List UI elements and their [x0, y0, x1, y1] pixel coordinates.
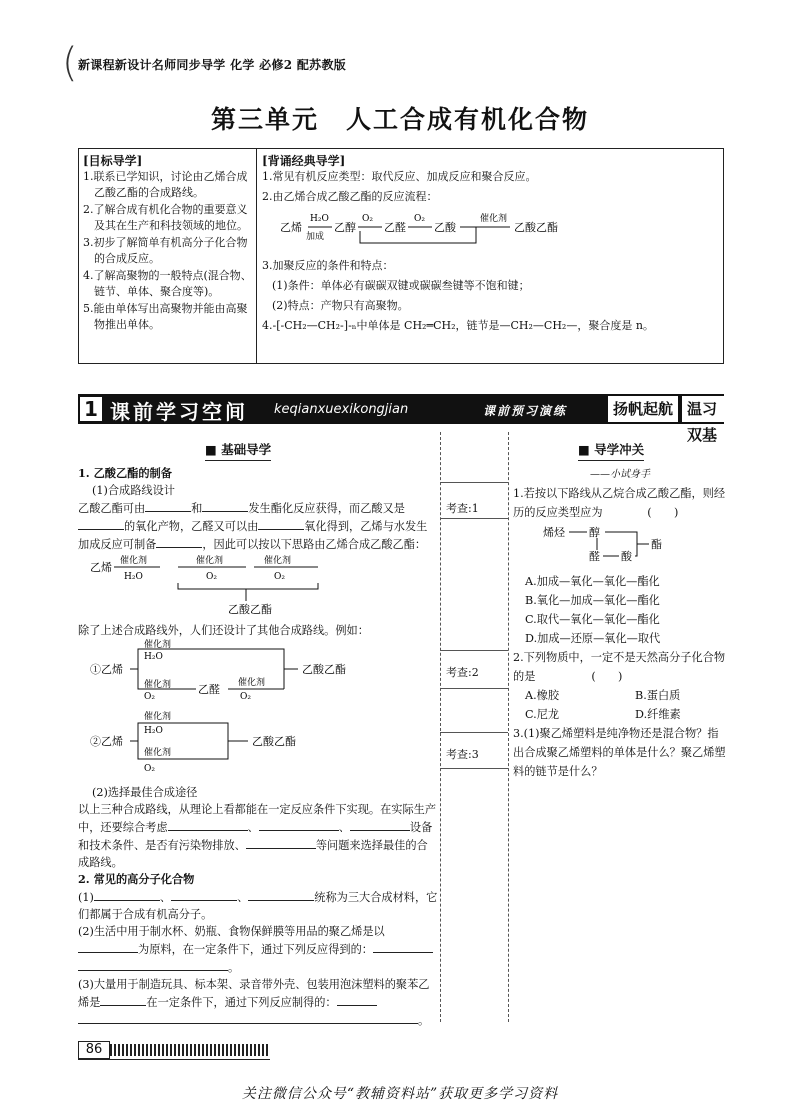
banner-pill-1: 扬帆起航	[608, 396, 678, 422]
svg-text:O₂: O₂	[240, 692, 251, 702]
column-separator	[440, 432, 441, 1022]
column-separator	[508, 432, 509, 1022]
svg-text:乙醛: 乙醛	[198, 683, 220, 696]
decorative-bracket: (	[62, 40, 78, 86]
objective-item: 1.联系已学知识，讨论由乙烯合成乙酸乙酯的合成路线。	[83, 170, 248, 199]
checkpoint-1: 考查:1	[446, 502, 479, 515]
banner-subtitle: 课前预习演练	[483, 404, 568, 418]
svg-text:催化剂: 催化剂	[144, 680, 172, 690]
flow-cond: H₂O	[310, 214, 329, 224]
svg-text:H₂O: H₂O	[124, 572, 143, 582]
svg-text:催化剂: 催化剂	[144, 640, 172, 650]
svg-text:O₂: O₂	[274, 572, 285, 582]
svg-text:O₂: O₂	[206, 572, 217, 582]
flow-node: 乙酸乙酯	[514, 221, 558, 234]
route-diagram	[78, 553, 438, 617]
guide-q3: 3.(1)聚乙烯塑料是纯净物还是混合物？指出合成聚乙烯塑料的单体是什么？聚乙烯塑料的链节是什么？	[513, 727, 726, 778]
classic-p1: 1.常见有机反应类型：取代反应、加成反应和聚合反应。	[262, 170, 537, 183]
guide-content	[513, 465, 727, 781]
svg-text:H₂O: H₂O	[144, 652, 163, 662]
svg-text:烯烃: 烯烃	[543, 526, 565, 539]
objective-item: 5.能由单体写出高聚物并能由高聚物推出单体。	[83, 302, 248, 331]
banner-pill-2: 温习双基	[682, 396, 724, 422]
svg-text:催化剂: 催化剂	[238, 678, 266, 688]
flow-node: 乙酸	[434, 221, 456, 234]
section-banner	[78, 394, 724, 444]
svg-text:催化剂: 催化剂	[144, 712, 172, 722]
basics-head: ■ 基础导学	[205, 440, 271, 461]
page-number: 86	[78, 1041, 110, 1059]
svg-text:①乙烯: ①乙烯	[90, 663, 123, 676]
classic-p3a: (1)条件：单体必有碳碳双键或碳碳叁键等不饱和键；	[272, 279, 530, 292]
svg-text:催化剂: 催化剂	[264, 556, 292, 566]
q1-option: D.加成—还原—氧化—取代	[525, 632, 661, 645]
svg-text:醇: 醇	[589, 526, 600, 539]
route-end: 乙酸乙酯	[228, 603, 272, 616]
objective-item: 2.了解合成有机化合物的重要意义及其在生产和科技领域的地位。	[83, 203, 248, 232]
guide-q2: 2.下列物质中，一定不是天然高分子化合物的是 ( )	[513, 651, 726, 683]
svg-text:催化剂: 催化剂	[144, 748, 172, 758]
flow-cond: 加成	[306, 232, 325, 242]
objectives-label: [目标导学]	[83, 154, 143, 168]
q1-flow-diagram	[513, 522, 713, 566]
q1-option: A.加成—氧化—氧化—酯化	[525, 575, 660, 588]
objectives-column	[83, 153, 255, 334]
basics-s1b: (2)选择最佳合成途径	[92, 786, 198, 799]
objective-item: 4.了解高聚物的一般特点(混合物、链节、单体、聚合度等)。	[83, 269, 252, 298]
svg-text:乙酸乙酯: 乙酸乙酯	[302, 663, 346, 676]
promo-text: 关注微信公众号“教辅资料站”获取更多学习资料	[241, 1086, 559, 1102]
basics-s1-paragraph: 乙酸乙酯可由 和 发生酯化反应获得，而乙酸又是的氧化产物，乙醛又可以由 氧化得到，乙烯与水发生加成反应可制备 ，因此可以按以下思路由乙烯合成乙酸乙酯：	[78, 499, 438, 553]
flow-node: 乙醇	[334, 221, 356, 234]
flow-node: 乙醛	[384, 221, 406, 234]
q2-option: D.纤维素	[635, 708, 681, 721]
flow-node: 乙烯	[280, 221, 302, 234]
objective-item: 3.初步了解简单有机高分子化合物的合成反应。	[83, 236, 248, 265]
q1-option: C.取代—氧化—氧化—酯化	[525, 613, 660, 626]
book-header: 新课程新设计名师同步导学 化学 必修2 配苏教版	[78, 58, 347, 72]
flow-cond: O₂	[414, 214, 425, 224]
banner-pinyin: keqianxuexikongjian	[274, 402, 409, 417]
checkpoint-2: 考查:2	[446, 666, 479, 679]
basics-s1: 1. 乙酸乙酯的制备	[78, 466, 172, 480]
route-start: 乙烯	[90, 561, 112, 574]
flow-cond: O₂	[362, 214, 373, 224]
svg-text:醛: 醛	[589, 550, 600, 563]
q2-option: A.橡胶	[525, 689, 560, 702]
classic-p4: 4.-[-CH₂—CH₂-]-ₙ中单体是 CH₂═CH₂，链节是—CH₂—CH₂—，聚合度是 n。	[262, 319, 654, 332]
guide-sub: ——小试身手	[590, 469, 650, 480]
svg-text:酯: 酯	[651, 538, 662, 551]
banner-title: 课前学习空间	[110, 400, 248, 424]
classic-column	[262, 153, 722, 338]
checkpoint-3: 考查:3	[446, 748, 479, 761]
svg-text:H₂O: H₂O	[144, 726, 163, 736]
alternate-routes-diagram	[78, 639, 438, 779]
svg-text:酸: 酸	[621, 550, 632, 563]
page-title: 第三单元 人工合成有机化合物	[210, 105, 589, 134]
footer-rule	[78, 1059, 270, 1060]
guide-q1: 1.若按以下路线从乙烷合成乙酸乙酯，则经历的反应类型应为 ( )	[513, 487, 726, 519]
svg-text:②乙烯: ②乙烯	[90, 735, 123, 748]
footer-decoration	[110, 1044, 270, 1056]
classic-p3b: (2)特点：产物只有高聚物。	[272, 299, 409, 312]
svg-text:催化剂: 催化剂	[196, 556, 224, 566]
svg-text:O₂: O₂	[144, 692, 155, 702]
q2-option: C.尼龙	[525, 708, 560, 721]
basics-s1a: (1)合成路线设计	[92, 484, 175, 497]
banner-number: 1	[80, 397, 102, 421]
classic-label: [背诵经典导学]	[262, 154, 346, 168]
basics-content: 1. 乙酸乙酯的制备 (1)合成路线设计 乙酸乙酯可由 和 发生酯化反应获得，而乙酸又是的氧化产物，乙醛又可以由 氧化得到，乙烯与水发生加成反应可制备 ，因此可以按以下思路由乙烯合成乙酸乙酯： 乙烯 催化剂 H₂O 催化剂 O₂ 催化剂 O₂ 乙酸乙酯 除了上述合成路线外，人们还设计了其他合成路线。例如： ①乙烯 催化剂 H₂O 催化剂 O₂ 乙醛 催化剂 O₂ 乙酸乙酯 ②乙烯 催化剂 H₂O 催化剂 O₂ 乙酸乙酯 (2)选择最佳合成途径 以上三种合成路线，从理论上看都能在一定反应条件下实现。在实际生产中，还要综合考虑 、 、 设备和技术条件、是否有污染物排放、 等问题来选择最佳的合成路线。 2. 常见的高分子化合物 (1) 、 、 统称为三大合成材料，它们都属于合成有机高分子。 (2)生活中用于制水杯、奶瓶、食物保鲜膜等用品的聚乙烯是以为原料，在一定条件下，通过下列反应得到的： 。 (3)大量用于制造玩具、标本架、录音带外壳、包装用泡沫塑料的聚苯乙烯是 在一定条件下，通过下列反应制得的： 。	[78, 466, 438, 1027]
basics-other: 除了上述合成路线外，人们还设计了其他合成路线。例如：	[78, 624, 369, 637]
svg-text:O₂: O₂	[144, 764, 155, 774]
basics-s2: 2. 常见的高分子化合物	[78, 872, 195, 886]
svg-text:乙酸乙酯: 乙酸乙酯	[252, 735, 296, 748]
guide-head: ■ 导学冲关	[578, 440, 644, 461]
ethylene-flow-diagram	[280, 209, 580, 253]
q2-option: B.蛋白质	[635, 689, 681, 702]
flow-cond: 催化剂	[480, 214, 508, 224]
q1-option: B.氧化—加成—氧化—酯化	[525, 594, 660, 607]
classic-p2: 2.由乙烯合成乙酸乙酯的反应流程：	[262, 190, 438, 203]
classic-p3: 3.加聚反应的条件和特点：	[262, 259, 394, 272]
svg-text:催化剂: 催化剂	[120, 556, 148, 566]
